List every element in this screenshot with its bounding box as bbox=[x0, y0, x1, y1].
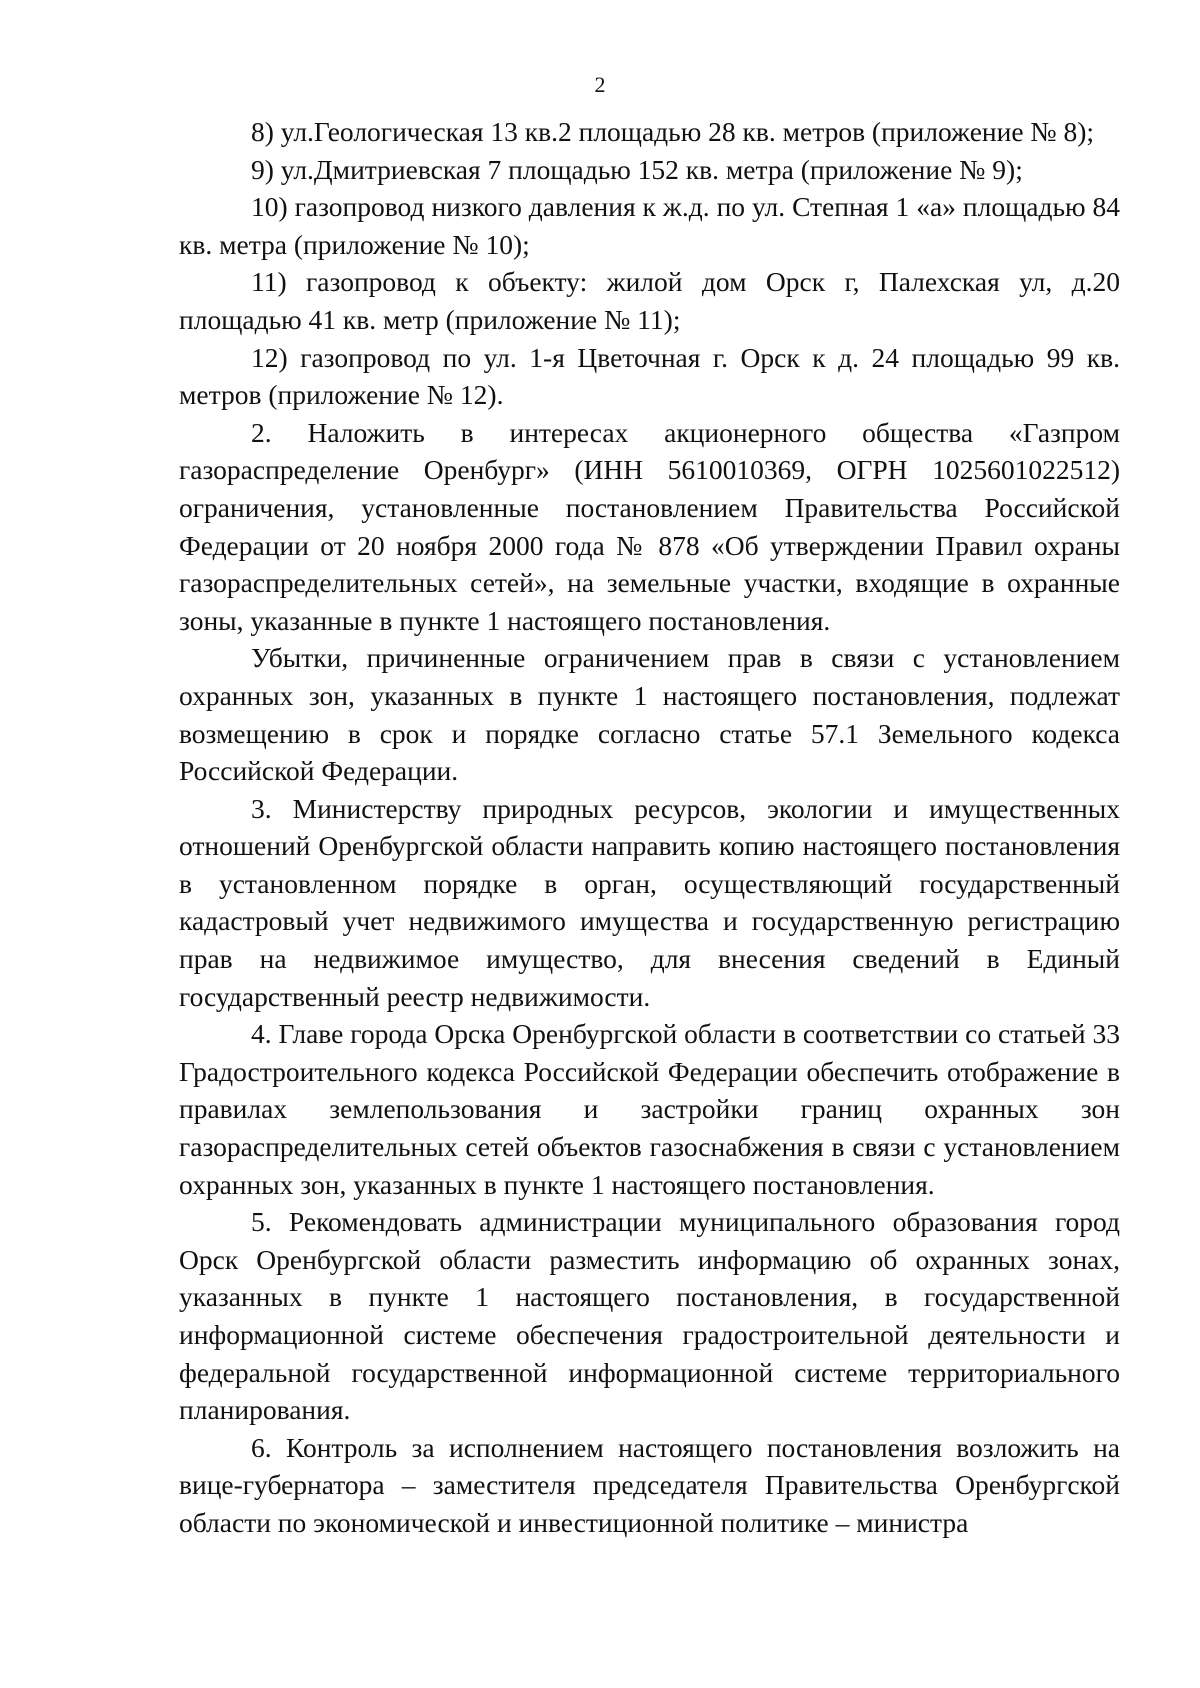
paragraph-3-ministry: 3. Министерству природных ресурсов, экологии и имущественных отношений Оренбургской области направить копию настоящего постановления в установленном порядке в орган, осуществляющий государственный кадастровый учет недвижимого имущества и государственную регистрацию прав на недвижимое имущество, для внесения сведений в Единый государственный реестр недвижимости. bbox=[179, 792, 1120, 1012]
paragraph-2-restrictions: 2. Наложить в интересах акционерного общества «Газпром газораспределение Оренбург» (ИНН 5610010369, ОГРН 1025601022512) ограничения, установленные постановлением Правительства Российской Федерации от 20 ноября 2000 года № 878 «Об утверждении Правил охраны газораспределительных сетей», на земельные участки, входящие в охранные зоны, указанные в пункте 1 настоящего постановления. bbox=[179, 416, 1120, 636]
paragraph-4-city-head: 4. Главе города Орска Оренбургской области в соответствии со статьей 33 Градостроительного кодекса Российской Федерации обеспечить отображение в правилах землепользования и застройки границ охранных зон газораспределительных сетей объектов газоснабжения в связи с установлением охранных зон, указанных в пункте 1 настоящего постановления. bbox=[179, 1018, 1120, 1200]
list-item-9: 9) ул.Дмитриевская 7 площадью 152 кв. метра (приложение № 9); bbox=[251, 153, 1023, 185]
list-item-8: 8) ул.Геологическая 13 кв.2 площадью 28 кв. метров (приложение № 8); bbox=[251, 116, 1095, 147]
list-item-10: 10) газопровод низкого давления к ж.д. по ул. Степная 1 «а» площадью 84 кв. метра (приложение № 10); bbox=[179, 191, 1120, 260]
list-item-11: 11) газопровод к объекту: жилой дом Орск г, Палехская ул, д.20 площадью 41 кв. метр (приложение № 11); bbox=[179, 266, 1120, 335]
paragraph-6-control: 6. Контроль за исполнением настоящего постановления возложить на вице-губернатора – заместителя председателя Правительства Оренбургской области по экономической и инвестиционной политике – министра bbox=[179, 1431, 1120, 1538]
document-body bbox=[179, 113, 1120, 1542]
list-item-12: 12) газопровод по ул. 1-я Цветочная г. Орск к д. 24 площадью 99 кв. метров (приложение № 12). bbox=[179, 341, 1120, 411]
page-number: 2 bbox=[594, 72, 606, 97]
paragraph-5-recommendation: 5. Рекомендовать администрации муниципального образования город Орск Оренбургской области разместить информацию об охранных зонах, указанных в пункте 1 настоящего постановления, в государственной информационной системе обеспечения градостроительной деятельности и федеральной государственной информационной системе территориального планирования. bbox=[179, 1206, 1120, 1426]
paragraph-losses: Убытки, причиненные ограничением прав в связи с установлением охранных зон, указанных в пункте 1 настоящего постановления, подлежат возмещению в срок и порядке согласно статье 57.1 Земельного кодекса Российской Федерации. bbox=[179, 642, 1120, 787]
